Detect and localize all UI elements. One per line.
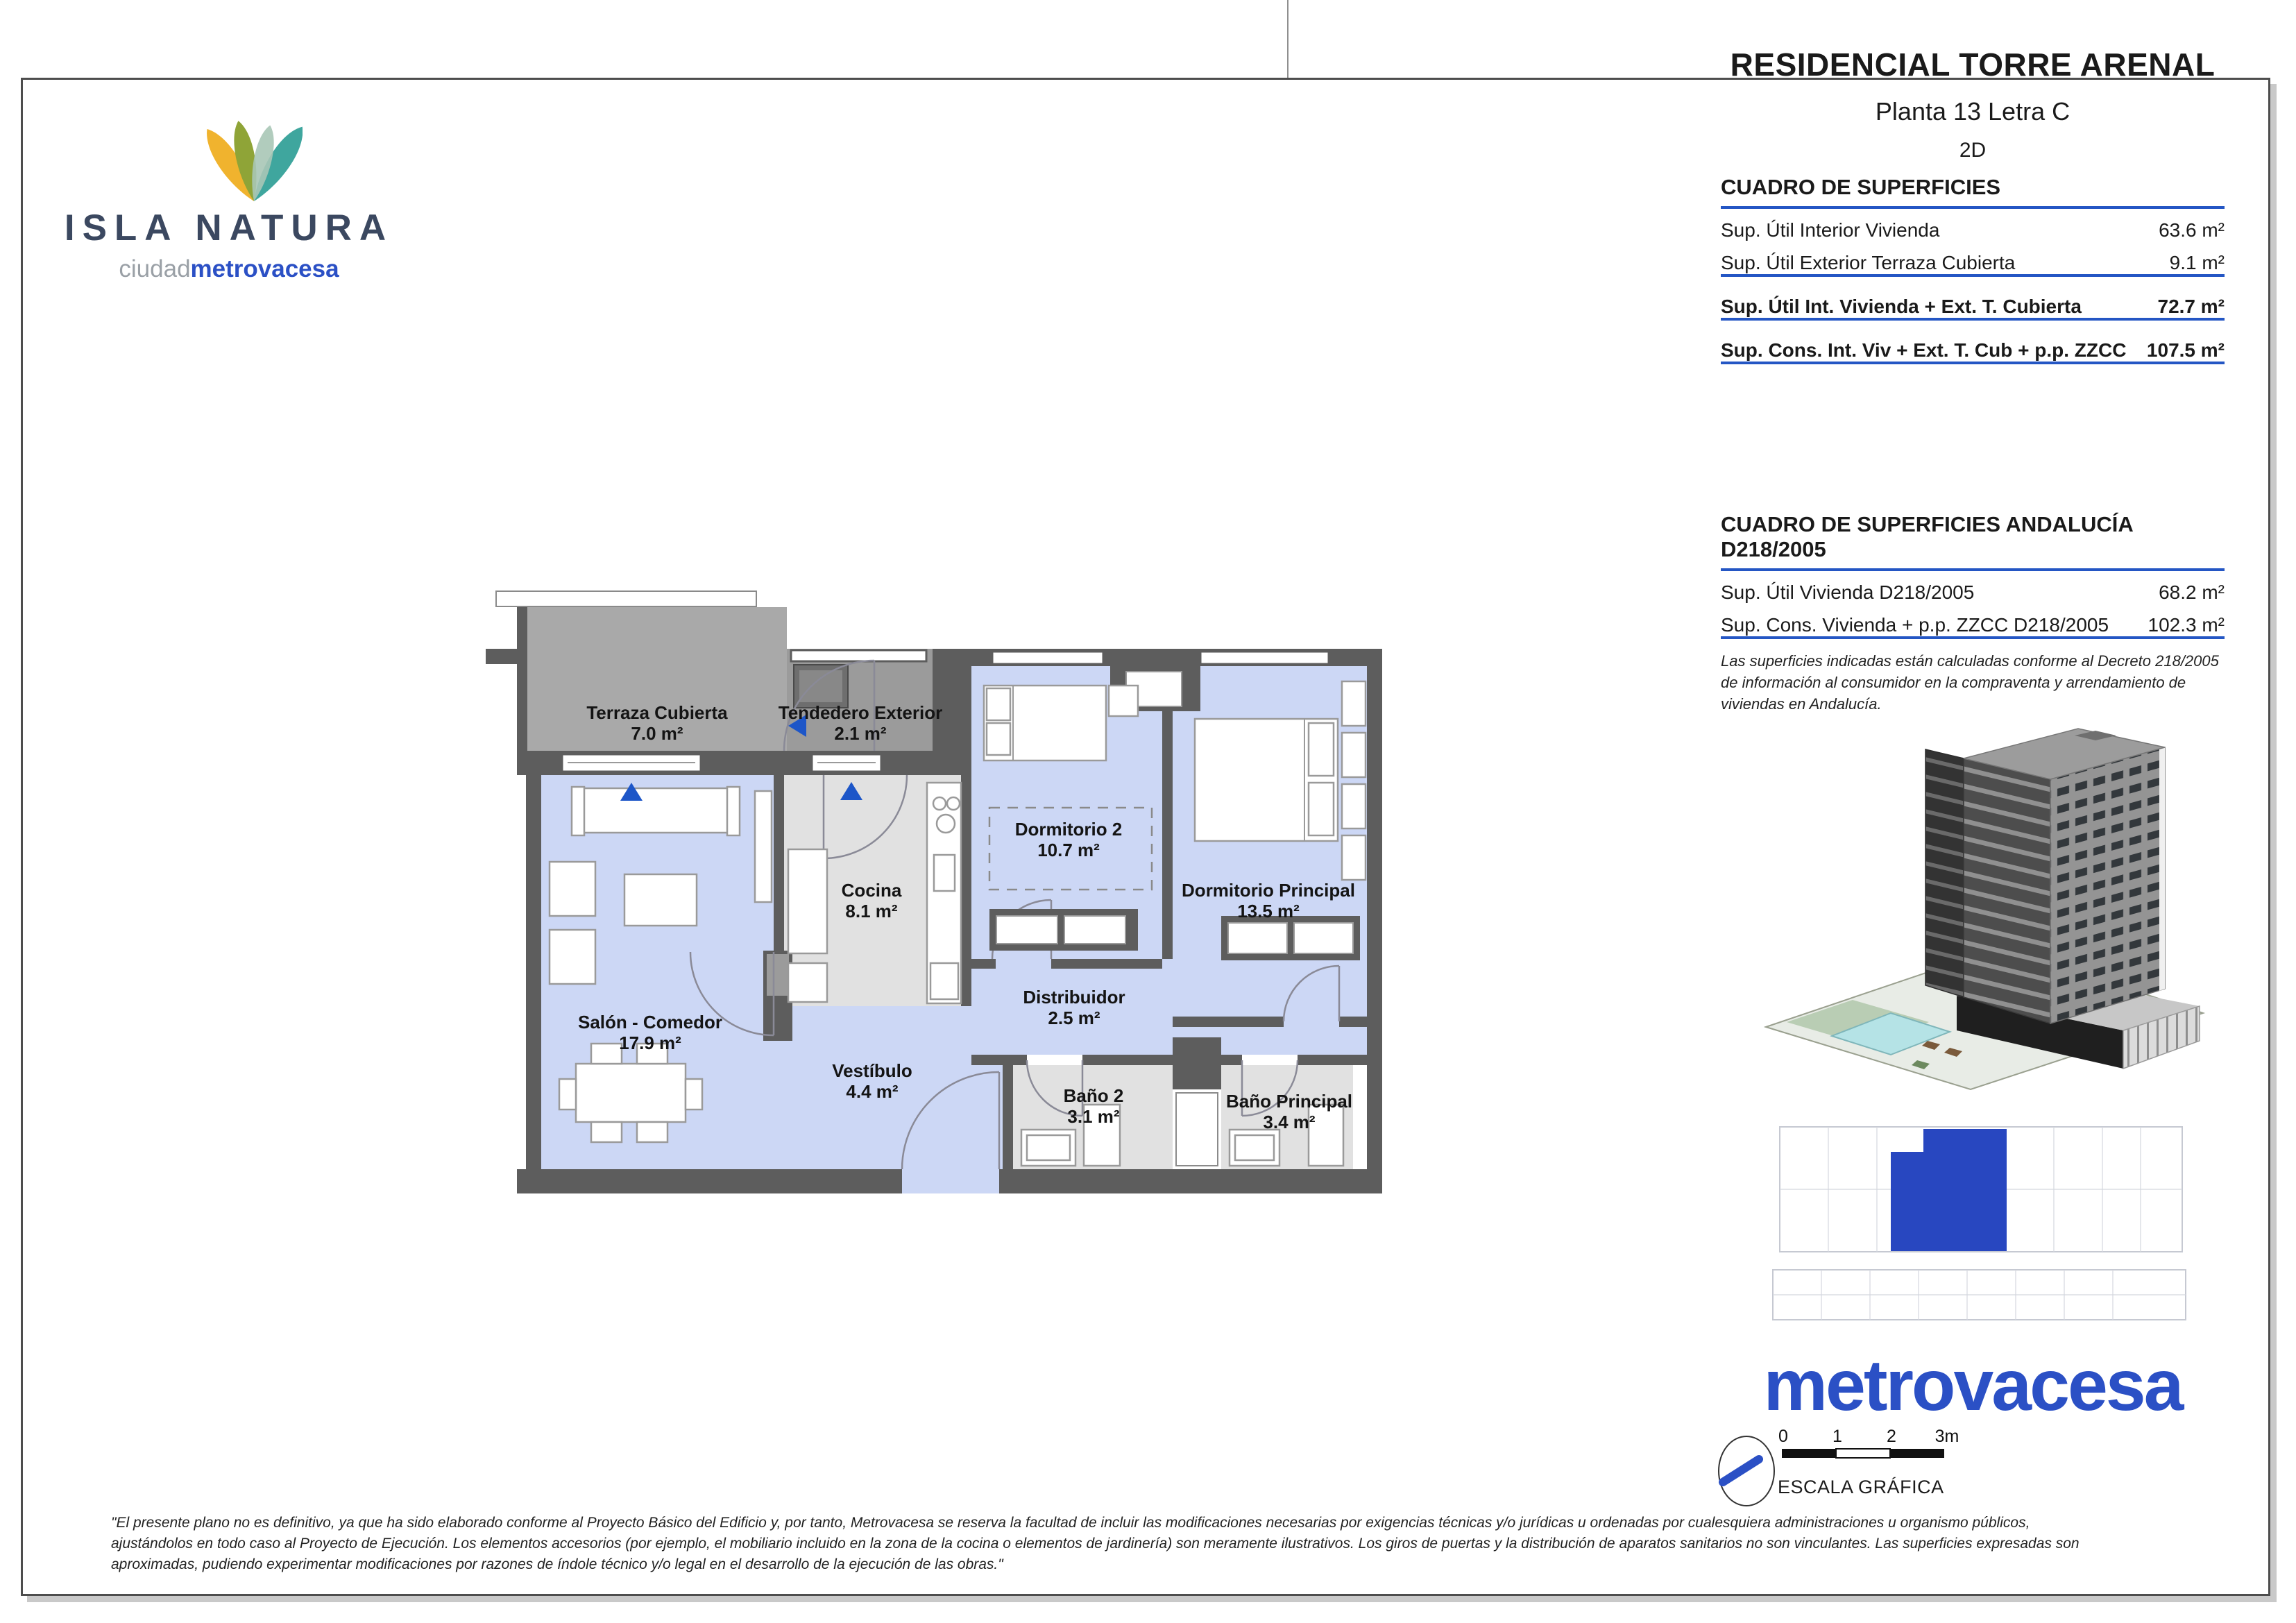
table-row [1721,571,2225,604]
table-row [1721,277,2225,318]
room-label: Tendedero Exterior [778,702,943,723]
surfaces-table-title: CUADRO DE SUPERFICIES [1721,175,2225,209]
scale-tick: 2 [1887,1428,1896,1446]
row-label: Sup. Útil Vivienda D218/2005 [1721,581,1975,603]
row-value: 9.1 m² [2169,252,2225,273]
brand-subtitle [42,255,416,283]
table-row [1721,209,2225,241]
page-title: RESIDENCIAL TORRE ARENAL [1730,46,2216,83]
room-area: 2.5 m² [1048,1008,1100,1028]
room-label: Dormitorio Principal [1182,880,1355,901]
room-area: 13.5 m² [1237,901,1300,921]
legal-disclaimer [111,1513,2248,1575]
row-value: 102.3 m² [2148,614,2225,636]
building-3d-render [1749,697,2220,1093]
scale-bar [1776,1428,1964,1470]
row-value: 72.7 m² [2157,296,2225,317]
row-value: 63.6 m² [2159,219,2225,241]
plan-type-label: 2D [1959,139,1987,162]
metrovacesa-logo: metrovacesa [1763,1345,2182,1426]
top-divider-line [1287,0,1289,78]
disclaimer-line: aproximadas, pudiendo experimentar modificaciones por razones de índole técnico y/o legal en el desarrollo de la ejecución de las obras." [111,1556,1003,1572]
disclaimer-line: ajustándolos en todo caso al Proyecto de Ejecución. Los elementos accesorios (por ejemplo, el mobiliario incluido en la zona de la cocina o elementos de jardinería) son meramente ilustrativos. Los giros de puertas y la distribución de aparatos sanitarios no son vinculantes. Las superficies expresadas son [111,1536,2080,1552]
row-label: Sup. Cons. Vivienda + p.p. ZZCC D218/2005 [1721,614,2109,636]
room-label: Cocina [841,880,902,901]
brand-sub-prefix: ciudad [119,255,191,282]
row-label: Sup. Útil Int. Vivienda + Ext. T. Cubierta [1721,296,2082,317]
surfaces-table [1721,175,2225,364]
room-area: 2.1 m² [834,723,887,744]
room-label: Salón - Comedor [577,1012,723,1033]
row-value: 107.5 m² [2146,339,2225,361]
andalucia-surfaces-table [1721,512,2225,715]
room-label: Dormitorio 2 [1014,819,1123,840]
brand-name: ISLA NATURA [64,207,394,248]
room-area: 10.7 m² [1037,840,1100,860]
disclaimer-line: "El presente plano no es definitivo, ya que ha sido elaborado conforme al Proyecto Básico del Edificio y, por tanto, Metrovacesa se reserva la facultad de incluir las modificaciones necesarias por exigencias técnicas y/o jurídicas u ordenadas por cualesquiera administraciones u organismo públicos, [111,1515,2030,1531]
table-row [1721,604,2225,636]
row-label: Sup. Útil Interior Vivienda [1721,219,1940,241]
room-area: 8.1 m² [845,901,898,921]
north-compass-icon [1703,1428,1787,1518]
floor-plan [486,583,1402,1235]
andalucia-table-title: CUADRO DE SUPERFICIES ANDALUCÍA D218/2005 [1721,512,2225,571]
table-row [1721,241,2225,274]
room-area: 3.4 m² [1263,1112,1316,1132]
room-area: 4.4 m² [846,1081,899,1102]
row-label: Sup. Útil Exterior Terraza Cubierta [1721,252,2016,273]
room-area: 7.0 m² [631,723,683,744]
scale-tick: 3m [1934,1428,1959,1446]
row-label: Sup. Cons. Int. Viv + Ext. T. Cub + p.p. ZZCC [1721,339,2127,361]
room-label: Baño Principal [1225,1091,1353,1112]
room-label: Vestíbulo [832,1060,912,1081]
scale-label: ESCALA GRÁFICA [1778,1477,1944,1497]
table-row [1721,321,2225,362]
scale-tick: 1 [1832,1428,1842,1446]
unit-location-keyplan [1762,1098,2227,1327]
row-value: 68.2 m² [2159,581,2225,603]
table-divider [1721,636,2225,639]
room-label: Baño 2 [1063,1085,1124,1106]
isla-natura-heart-logo-icon [205,83,303,205]
note-line: viviendas en Andalucía. [1721,695,1882,713]
room-label: Distribuidor [1023,987,1125,1008]
note-line: de información al consumidor en la compraventa y arrendamiento de [1721,674,2186,691]
scale-tick: 0 [1778,1428,1788,1446]
note-line: Las superficies indicadas están calculadas conforme al Decreto 218/2005 [1721,652,2219,670]
unit-subtitle: Planta 13 Letra C [1875,97,2070,126]
room-area: 3.1 m² [1067,1106,1120,1127]
table-divider [1721,362,2225,364]
brand-sub-name: metrovacesa [190,255,339,282]
room-label: Terraza Cubierta [586,702,728,723]
room-area: 17.9 m² [619,1033,681,1053]
